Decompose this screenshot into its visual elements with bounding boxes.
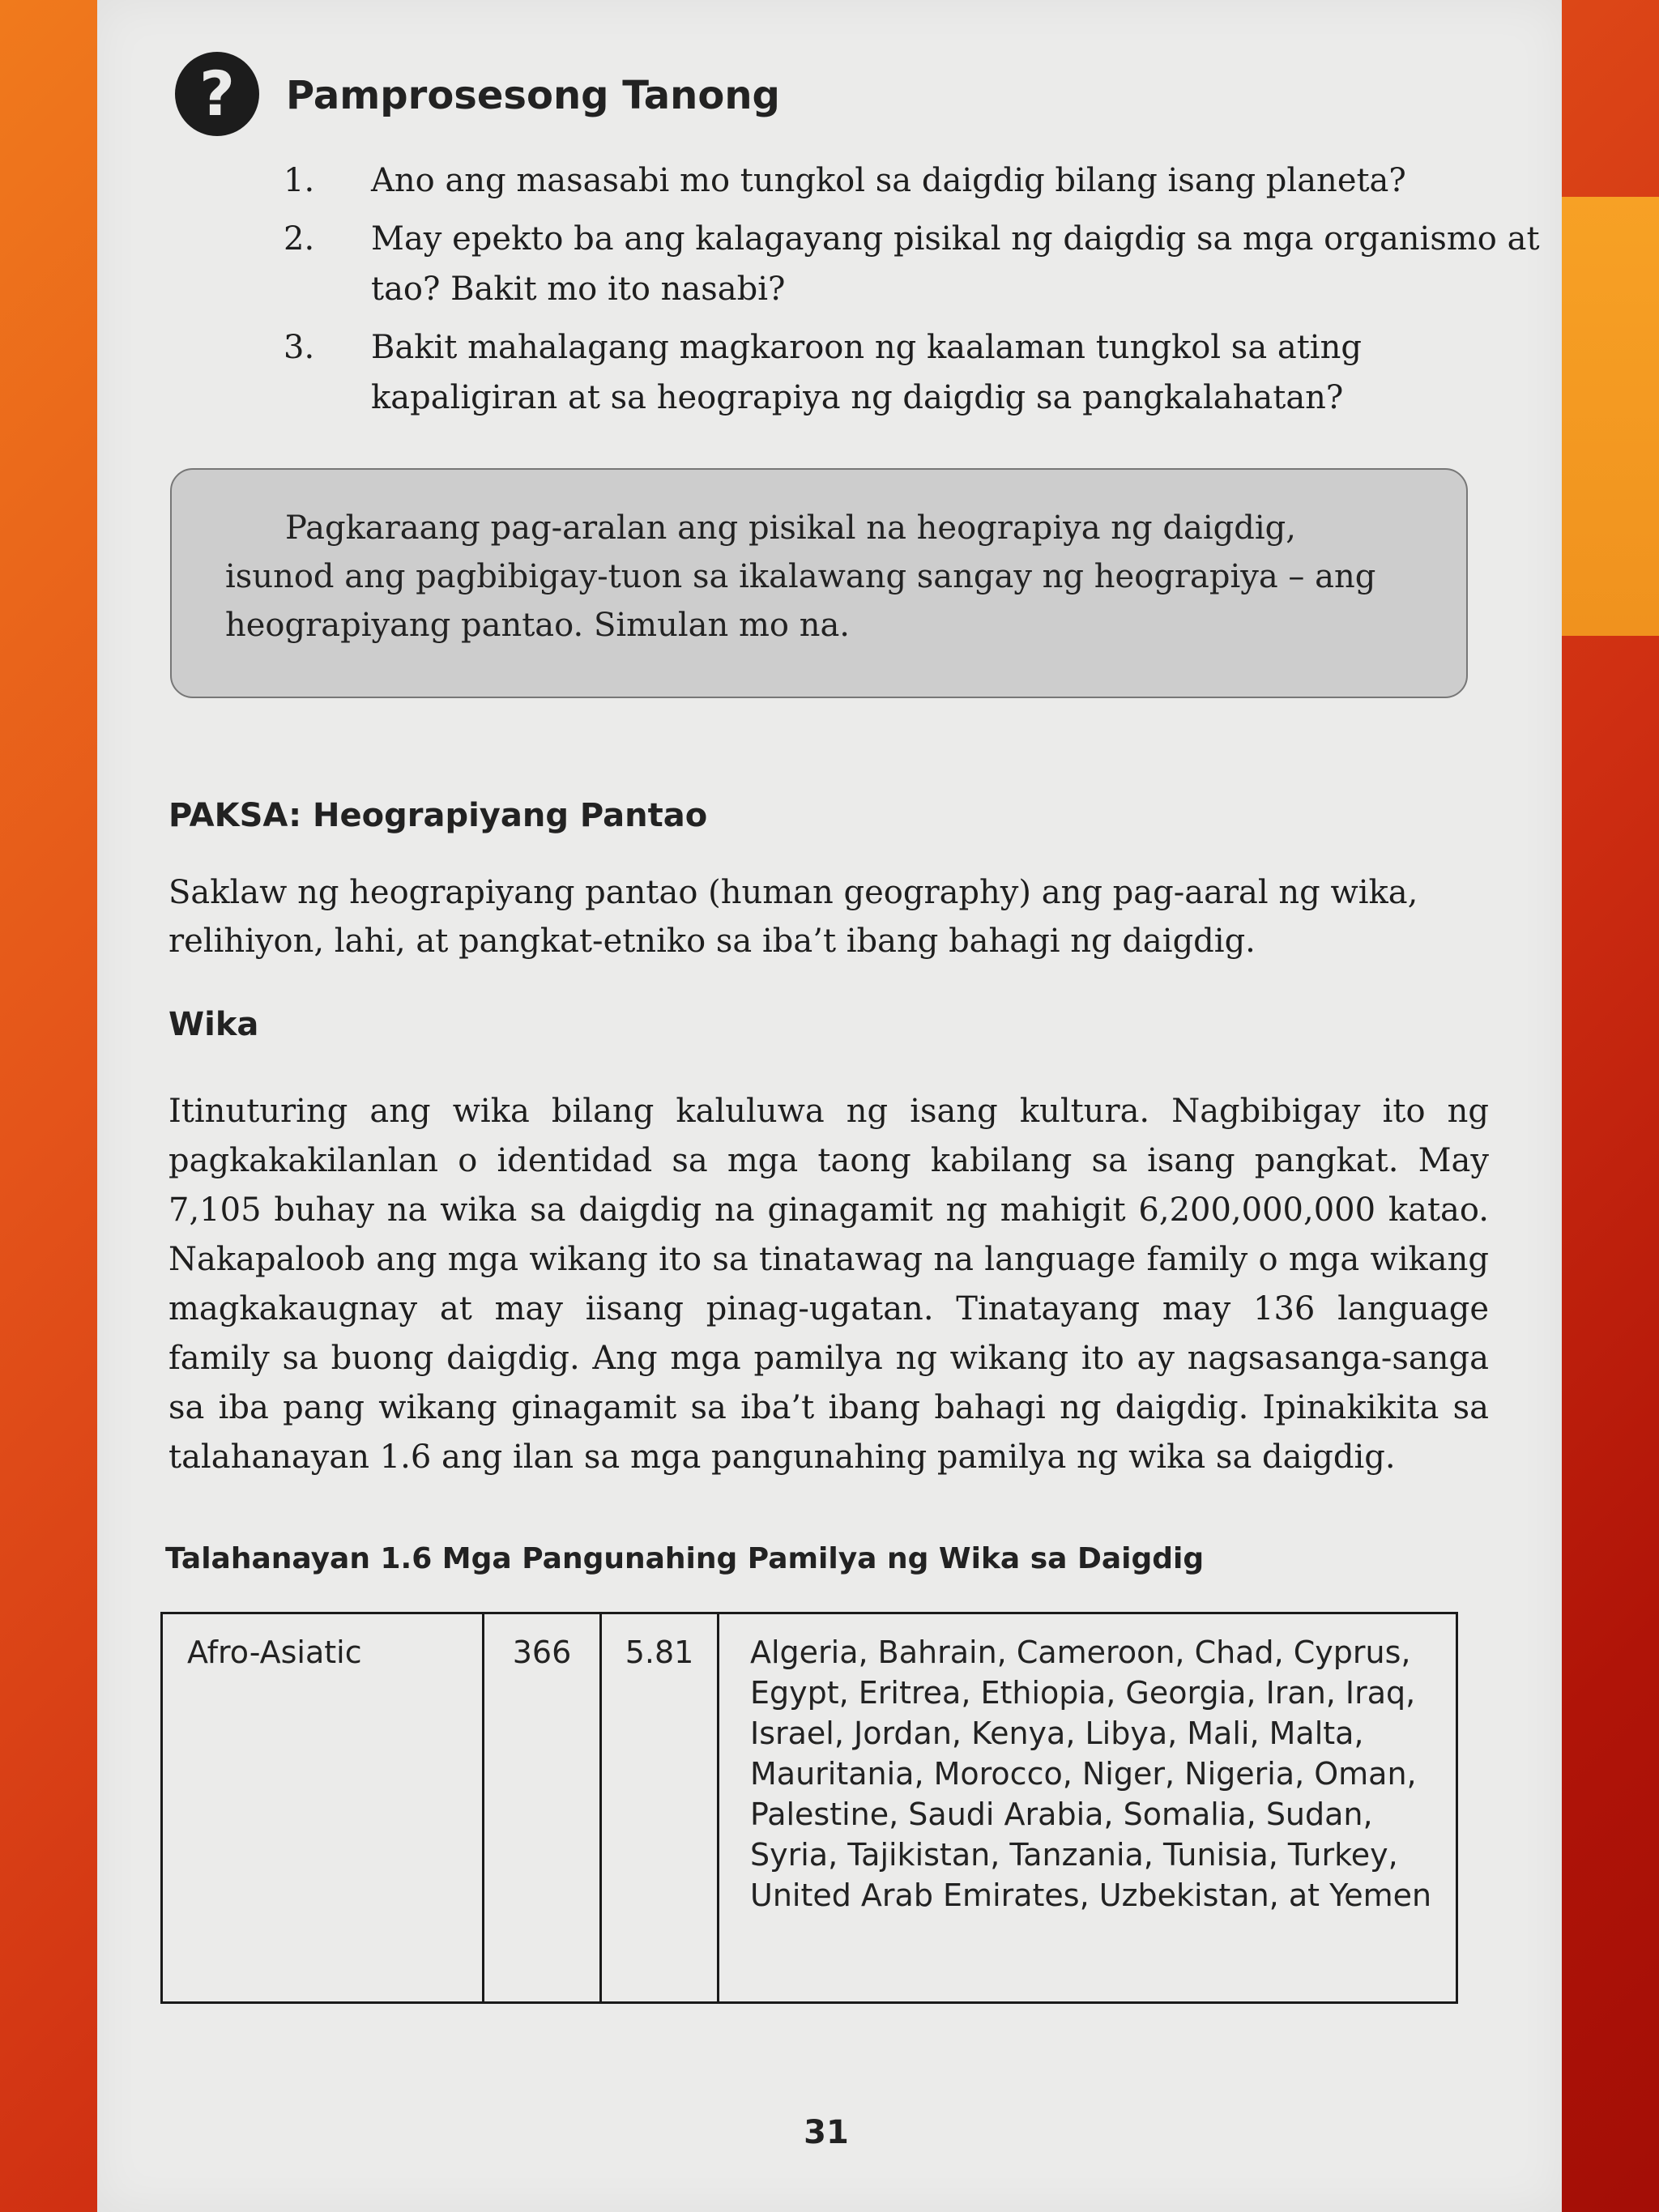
family-cell: Afro-Asiatic (162, 1613, 484, 2003)
questions-title: Pamprosesong Tanong (286, 73, 780, 118)
topic-heading: PAKSA: Heograpiyang Pantao (168, 797, 708, 834)
question-item (284, 322, 1547, 423)
question-number: 1. (284, 162, 315, 199)
question-item (284, 156, 1547, 206)
question-item (284, 214, 1547, 314)
question-mark-icon: ? (175, 52, 259, 136)
callout-box (170, 468, 1468, 698)
table-row (162, 1613, 1457, 2003)
textbook-page (97, 0, 1562, 2212)
question-number: 2. (284, 220, 315, 258)
countries-cell: Algeria, Bahrain, Cameroon, Chad, Cyprus, Egypt, Eritrea, Ethiopia, Georgia, Iran, Iraq, Israel, Jordan, Kenya, Libya, Mali, Malta, Mauritania, Morocco, Niger, Nigeria, Oman, Palestine, Saudi Arabia, Somalia, Sudan, Syria, Tajikistan, Tanzania, Tunisia, Turkey, United Arab Emirates, Uzbekistan, at Yemen (719, 1613, 1457, 2003)
section-heading: Wika (168, 1006, 259, 1043)
topic-intro: Saklaw ng heograpiyang pantao (human geography) ang pag-aaral ng wika, relihiyon, lahi, at pangkat-etniko sa iba’t ibang bahagi ng daigdig. (168, 874, 1418, 960)
questions-list (284, 156, 1547, 431)
page-number: 31 (804, 2114, 849, 2151)
percent-cell: 5.81 (601, 1613, 719, 2003)
question-text: Ano ang masasabi mo tungkol sa daigdig bilang isang planeta? (371, 162, 1406, 199)
accent-tab (1562, 197, 1659, 636)
count-cell: 366 (484, 1613, 601, 2003)
question-number: 3. (284, 329, 315, 366)
question-text: Bakit mahalagang magkaroon ng kaalaman tungkol sa ating kapaligiran at sa heograpiya ng daigdig sa pangkalahatan? (371, 329, 1362, 416)
question-text: May epekto ba ang kalagayang pisikal ng daigdig sa mga organismo at tao? Bakit mo ito nasabi? (371, 220, 1540, 308)
section-body: Itinuturing ang wika bilang kaluluwa ng isang kultura. Nagbibigay ito ng pagkakakilanlan o identidad sa mga taong kabilang sa isang pangkat. May 7,105 buhay na wika sa daigdig na ginagamit ng mahigit 6,200,000,000 katao. Nakapaloob ang mga wikang ito sa tinatawag na language family o mga wikang magkakaugnay at may iisang pinag-ugatan. Tinatayang may 136 language family sa buong daigdig. Ang mga pamilya ng wikang ito ay nagsasanga-sanga sa iba pang wikang ginagamit sa iba’t ibang bahagi ng daigdig. Ipinakikita sa talahanayan 1.6 ang ilan sa mga pangunahing pamilya ng wika sa daigdig. (168, 1093, 1489, 1476)
callout-text: Pagkaraang pag-aralan ang pisikal na heograpiya ng daigdig, isunod ang pagbibigay-tuon sa ikalawang sangay ng heograpiya – ang heograpiyang pantao. Simulan mo na. (225, 509, 1376, 644)
table-caption: Talahanayan 1.6 Mga Pangunahing Pamilya ng Wika sa Daigdig (165, 1542, 1205, 1575)
language-family-table (160, 1612, 1458, 2004)
